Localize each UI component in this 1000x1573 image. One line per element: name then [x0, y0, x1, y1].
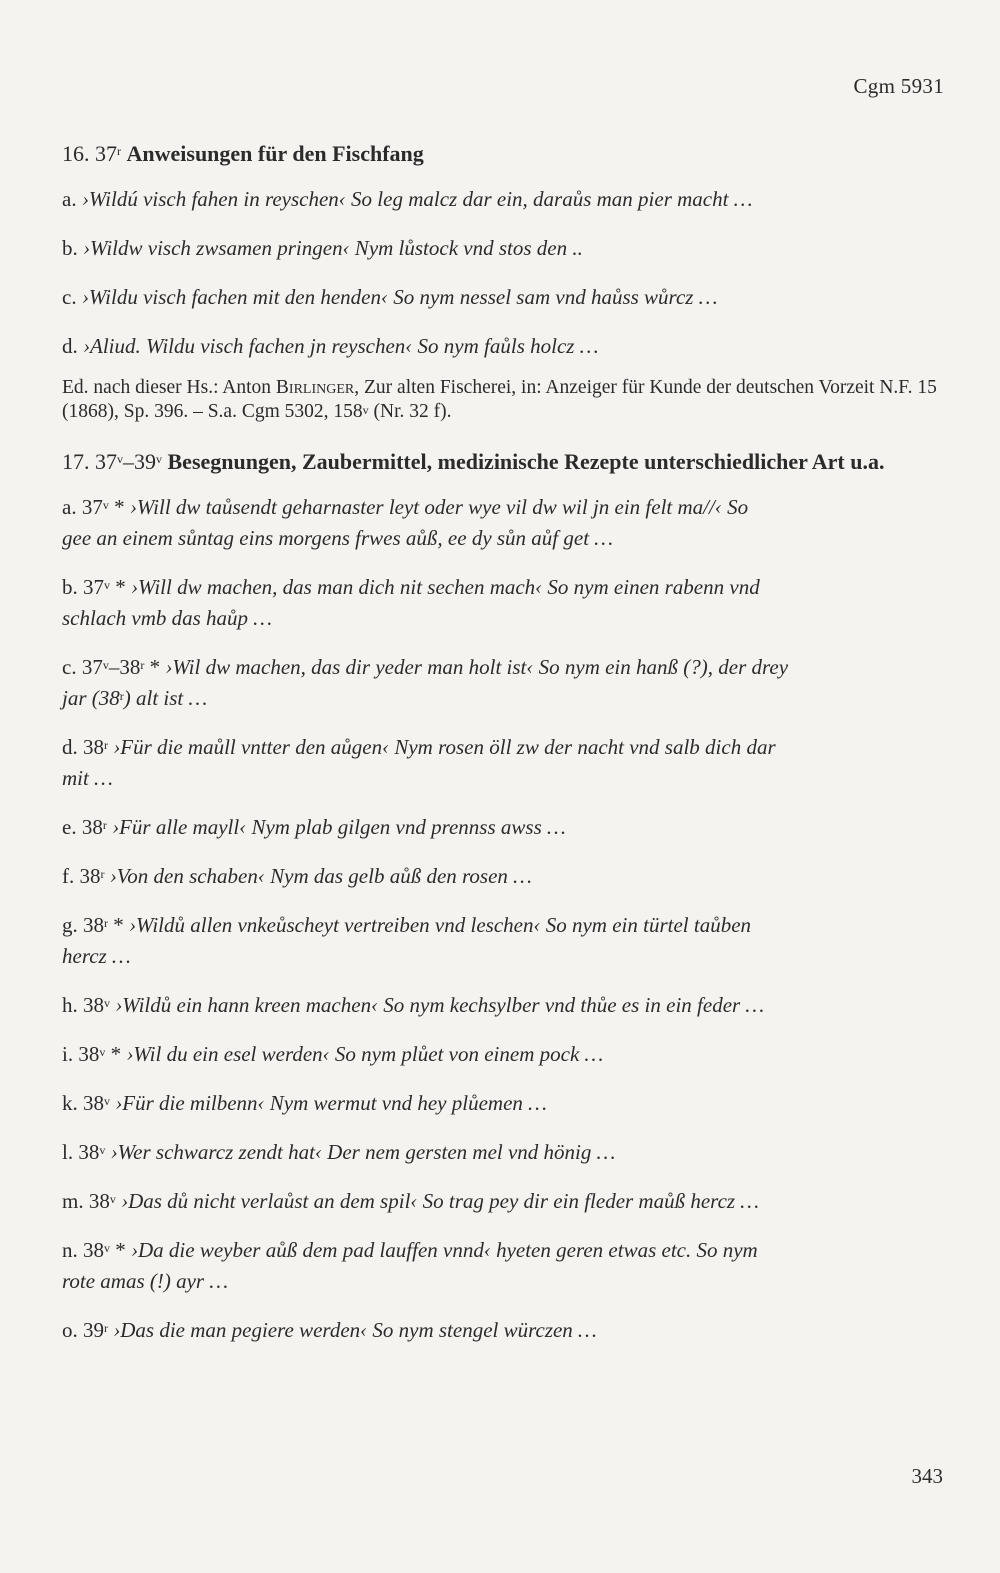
- item-label: i. 38: [62, 1042, 100, 1066]
- item-label: c. 37: [62, 655, 103, 679]
- item-label: l. 38: [62, 1140, 100, 1164]
- item-text-cont: mit …: [62, 766, 113, 790]
- item-text: ›Das die man pegiere werden‹ So nym stengel würczen …: [113, 1318, 597, 1342]
- list-item: [62, 331, 942, 362]
- list-item: [62, 732, 942, 794]
- section-title: Anweisungen für den Fischfang: [126, 141, 424, 166]
- item-text-cont: ) alt ist …: [123, 686, 208, 710]
- folio-sup: r: [104, 738, 108, 752]
- item-text: ›Für die maůll vntter den aůgen‹ Nym rosen öll zw der nacht vnd salb dich dar: [113, 735, 776, 759]
- list-item: [62, 990, 942, 1021]
- item-label: f. 38: [62, 864, 101, 888]
- item-text-cont: gee an einem sůntag eins morgens frwes aůß, ee dy sůn aůf get …: [62, 526, 613, 550]
- folio-sup: r: [100, 867, 105, 881]
- list-item: [62, 572, 942, 634]
- folio-sup: r: [117, 144, 121, 158]
- item-text: ›Da die weyber aůß dem pad lauffen vnnd‹ hyeten geren etwas etc. So nym: [131, 1238, 758, 1262]
- list-item: [62, 861, 942, 892]
- item-text: ›Will dw machen, das man dich nit sechen mach‹ So nym einen rabenn vnd: [131, 575, 760, 599]
- item-text: ›Das dů nicht verlaůst an dem spil‹ So trag pey dir ein fleder maůß hercz …: [121, 1189, 759, 1213]
- item-text: ›Für alle mayll‹ Nym plab gilgen vnd prennss awss …: [112, 815, 566, 839]
- item-label: o. 39: [62, 1318, 104, 1342]
- item-label: k. 38: [62, 1091, 104, 1115]
- item-marker: *: [110, 1238, 131, 1262]
- item-marker: *: [105, 1042, 127, 1066]
- list-item: [62, 1088, 942, 1119]
- edition-suffix: (Nr. 32 f).: [368, 401, 452, 422]
- folio-sup: v: [156, 452, 162, 466]
- page-number: 343: [911, 1464, 943, 1488]
- item-range: –38: [108, 655, 141, 679]
- list-item: [62, 812, 942, 843]
- folio-sup: v: [362, 403, 369, 417]
- item-label: b.: [62, 236, 83, 260]
- item-text-cont: hercz …: [62, 944, 131, 968]
- section-number: 17. 37: [62, 449, 117, 474]
- list-item: [62, 1039, 942, 1070]
- list-item: [62, 1235, 942, 1297]
- folio-sup: v: [104, 1094, 110, 1108]
- list-item: [62, 910, 942, 972]
- item-label: m. 38: [62, 1189, 110, 1213]
- list-item: [62, 1186, 942, 1217]
- folio-sup: v: [109, 1192, 116, 1206]
- list-item: [62, 282, 942, 313]
- item-text: ›Will dw taůsendt geharnaster leyt oder wye vil dw wil jn ein felt ma//‹ So: [129, 495, 749, 519]
- folio-sup: v: [104, 578, 110, 592]
- item-label: a.: [62, 187, 82, 211]
- edition-note: [62, 376, 942, 424]
- item-marker: *: [108, 495, 130, 519]
- item-label: d. 38: [62, 735, 104, 759]
- folio-sup: v: [104, 996, 110, 1010]
- folio-sup: v: [117, 452, 123, 466]
- item-text: ›Wil dw machen, das dir yeder man holt ist‹ So nym ein hanß (?), der drey: [165, 655, 789, 679]
- section-number: 16. 37: [62, 141, 117, 166]
- edition-author: Birlinger: [275, 377, 355, 398]
- page-content: [62, 138, 942, 1346]
- item-label: h. 38: [62, 993, 104, 1017]
- item-text: ›Wildů allen vnkeůscheyt vertreiben vnd leschen‹ So nym ein türtel taůben: [129, 913, 752, 937]
- list-item: [62, 233, 942, 264]
- item-text: ›Von den schaben‹ Nym das gelb aůß den rosen …: [109, 864, 532, 888]
- item-text-cont: rote amas (!) ayr …: [62, 1269, 229, 1293]
- folio-sup: v: [104, 1241, 110, 1255]
- item-text: ›Wil du ein esel werden‹ So nym plůet von einem pock …: [126, 1042, 604, 1066]
- folio-sup: v: [99, 1045, 106, 1059]
- item-text: ›Für die milbenn‹ Nym wermut vnd hey plůemen …: [115, 1091, 547, 1115]
- folio-sup: v: [102, 658, 109, 672]
- section-range: –39: [123, 449, 156, 474]
- item-text-cont: jar (38: [62, 686, 120, 710]
- list-item: [62, 492, 942, 554]
- item-label: d.: [62, 334, 83, 358]
- folio-sup: r: [102, 818, 107, 832]
- item-text: ›Aliud. Wildu visch fachen jn reyschen‹ So nym faůls holcz …: [83, 334, 599, 358]
- item-text: ›Wildu visch fachen mit den henden‹ So nym nessel sam vnd haůss wůrcz …: [81, 285, 718, 309]
- section-17-heading: [62, 446, 942, 477]
- item-marker: *: [108, 913, 129, 937]
- item-label: e. 38: [62, 815, 103, 839]
- folio-sup: v: [102, 498, 109, 512]
- list-item: [62, 1137, 942, 1168]
- item-marker: *: [110, 575, 131, 599]
- item-label: b. 37: [62, 575, 104, 599]
- item-text: ›Wildů ein hann kreen machen‹ So nym kechsylber vnd thůe es in ein feder …: [115, 993, 765, 1017]
- folio-sup: r: [119, 689, 124, 703]
- list-item: [62, 652, 942, 714]
- section-title: Besegnungen, Zaubermittel, medizinische Rezepte unterschiedlicher Art u.a.: [167, 449, 885, 474]
- item-marker: *: [144, 655, 166, 679]
- item-label: a. 37: [62, 495, 103, 519]
- item-label: g. 38: [62, 913, 104, 937]
- list-item: [62, 184, 942, 215]
- item-text: ›Wer schwarcz zendt hat‹ Der nem gersten mel vnd hönig …: [110, 1140, 616, 1164]
- item-text: ›Wildú visch fahen in reyschen‹ So leg malcz dar ein, daraůs man pier macht …: [81, 187, 753, 211]
- edition-middle: , Zur alten Fischerei, in: Anzeiger für Kunde der deutschen Vorzeit N.F. 15 (1868), Sp. 396. – S.a. Cgm 5302, 158: [62, 377, 937, 422]
- folio-sup: v: [99, 1143, 106, 1157]
- item-label: c.: [62, 285, 82, 309]
- section-16-heading: [62, 138, 942, 169]
- folio-sup: r: [140, 658, 145, 672]
- section-17-list: [62, 492, 942, 1346]
- item-label: n. 38: [62, 1238, 104, 1262]
- item-text-cont: schlach vmb das haůp …: [62, 606, 272, 630]
- folio-sup: r: [104, 916, 108, 930]
- folio-sup: r: [104, 1321, 108, 1335]
- edition-prefix: Ed. nach dieser Hs.: Anton: [62, 377, 276, 398]
- item-text: ›Wildw visch zwsamen pringen‹ Nym lůstock vnd stos den ..: [83, 236, 583, 260]
- list-item: [62, 1315, 942, 1346]
- running-header: Cgm 5931: [853, 74, 944, 98]
